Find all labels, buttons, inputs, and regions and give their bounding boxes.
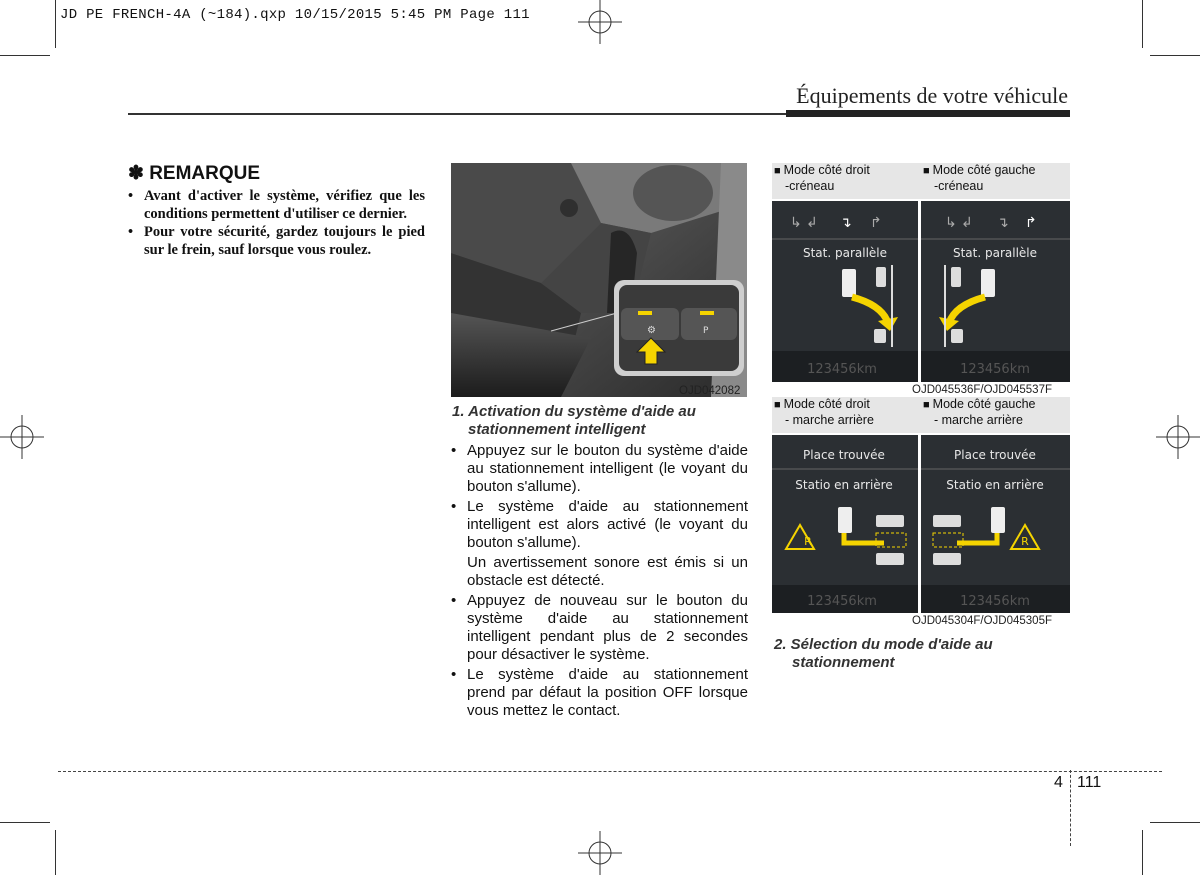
crop-mark bbox=[1142, 0, 1143, 48]
svg-text:↴: ↴ bbox=[840, 215, 852, 231]
section-title: Équipements de votre véhicule bbox=[796, 83, 1068, 108]
odometer: 123456km bbox=[807, 362, 877, 377]
figure2-caption-line1: 2. Sélection du mode d'aide au bbox=[774, 636, 993, 653]
screen-line1: Place trouvée bbox=[803, 448, 885, 462]
mode-label-left-parallel: ■ Mode côté gauche -créneau bbox=[923, 163, 1036, 193]
instruction-note: Un avertissement sonore est émis si un obstacle est détecté. bbox=[467, 554, 748, 589]
svg-text:R: R bbox=[804, 535, 812, 548]
odometer: 123456km bbox=[807, 594, 877, 609]
print-header: JD PE FRENCH-4A (~184).qxp 10/15/2015 5:45 PM Page 111 bbox=[60, 7, 530, 23]
svg-text:P: P bbox=[703, 326, 709, 336]
crop-mark bbox=[0, 822, 50, 823]
instruction-item: • Appuyez de nouveau sur le bouton du système d'aide au stationnement intelligent pendant plus de 2 secondes pour désactiver le système. bbox=[451, 592, 748, 664]
screen-line2: Statio en arrière bbox=[946, 478, 1044, 492]
instruction-item: • Le système d'aide au stationnement prend par défaut la position OFF lorsque vous mettez le contact. bbox=[451, 666, 748, 720]
screen-left-reverse bbox=[921, 435, 1070, 613]
screen-title: Stat. parallèle bbox=[802, 246, 888, 260]
chapter-number: 4 bbox=[1054, 774, 1063, 791]
parking-button-photo bbox=[451, 163, 747, 397]
svg-text:R: R bbox=[1021, 535, 1029, 548]
figure1-caption-line1: 1. Activation du système d'aide au bbox=[452, 403, 696, 420]
svg-text:↱: ↱ bbox=[1025, 215, 1037, 231]
crop-mark bbox=[1150, 822, 1200, 823]
footer-rule bbox=[58, 771, 1162, 772]
registration-mark-left bbox=[0, 415, 44, 459]
crop-mark bbox=[1150, 55, 1200, 56]
figure1-caption bbox=[452, 403, 752, 439]
screen-line2: Statio en arrière bbox=[795, 478, 893, 492]
svg-text:↳ ↲: ↳ ↲ bbox=[790, 215, 818, 231]
odometer: 123456km bbox=[960, 362, 1030, 377]
instruction-item: • Le système d'aide au stationnement intelligent est alors activé (le voyant du bouton s'allume). Un avertissement sonore est émis si un obstacle est détecté. bbox=[451, 498, 748, 590]
crop-mark bbox=[1142, 830, 1143, 875]
registration-mark-top bbox=[578, 0, 622, 44]
mode-label-right-reverse: ■ Mode côté droit - marche arrière bbox=[774, 397, 874, 427]
figure2-top-codes: OJD045536F/OJD045537F bbox=[912, 384, 1052, 396]
remark-item: • Avant d'activer le système, vérifiez que les conditions permettent d'utiliser ce dernier. bbox=[128, 187, 425, 223]
mode-label-right-parallel: ■ Mode côté droit -créneau bbox=[774, 163, 870, 193]
figure2-caption-line2: stationnement bbox=[792, 654, 895, 671]
screen-right-parallel bbox=[772, 201, 918, 382]
registration-mark-bottom bbox=[578, 831, 622, 875]
remark-item: • Pour votre sécurité, gardez toujours le pied sur le frein, sauf lorsque vous roulez. bbox=[128, 223, 425, 259]
screen-right-reverse bbox=[772, 435, 918, 613]
screen-line1: Place trouvée bbox=[954, 448, 1036, 462]
console-illustration bbox=[451, 163, 747, 397]
figure1-code: OJD042082 bbox=[679, 385, 741, 397]
figure2-bottom-codes: OJD045304F/OJD045305F bbox=[912, 615, 1052, 627]
remark-list bbox=[128, 187, 425, 259]
svg-text:↳ ↲: ↳ ↲ bbox=[945, 215, 973, 231]
crop-mark bbox=[55, 0, 56, 48]
instruction-item: • Appuyez sur le bouton du système d'aide au stationnement intelligent (le voyant du bouton s'allume). bbox=[451, 442, 748, 496]
remark-heading-text: REMARQUE bbox=[149, 163, 261, 184]
odometer: 123456km bbox=[960, 594, 1030, 609]
remark-heading bbox=[128, 162, 260, 185]
mode-label-left-reverse: ■ Mode côté gauche - marche arrière bbox=[923, 397, 1036, 427]
screen-title: Stat. parallèle bbox=[952, 246, 1038, 260]
svg-text:↱: ↱ bbox=[870, 215, 882, 231]
figure2-caption bbox=[774, 636, 1074, 672]
instructions-list bbox=[451, 442, 748, 722]
svg-text:⚙: ⚙ bbox=[647, 325, 656, 336]
crop-mark bbox=[0, 55, 50, 56]
footer-divider bbox=[1070, 770, 1071, 846]
registration-mark-right bbox=[1156, 415, 1200, 459]
page-number: 111 bbox=[1077, 774, 1102, 791]
title-rule-accent bbox=[786, 110, 1070, 117]
remark-symbol: ✽ bbox=[128, 163, 144, 184]
figure1-caption-line2: stationnement intelligent bbox=[468, 421, 646, 438]
crop-mark bbox=[55, 830, 56, 875]
screen-left-parallel bbox=[921, 201, 1070, 382]
svg-text:↴: ↴ bbox=[997, 215, 1009, 231]
